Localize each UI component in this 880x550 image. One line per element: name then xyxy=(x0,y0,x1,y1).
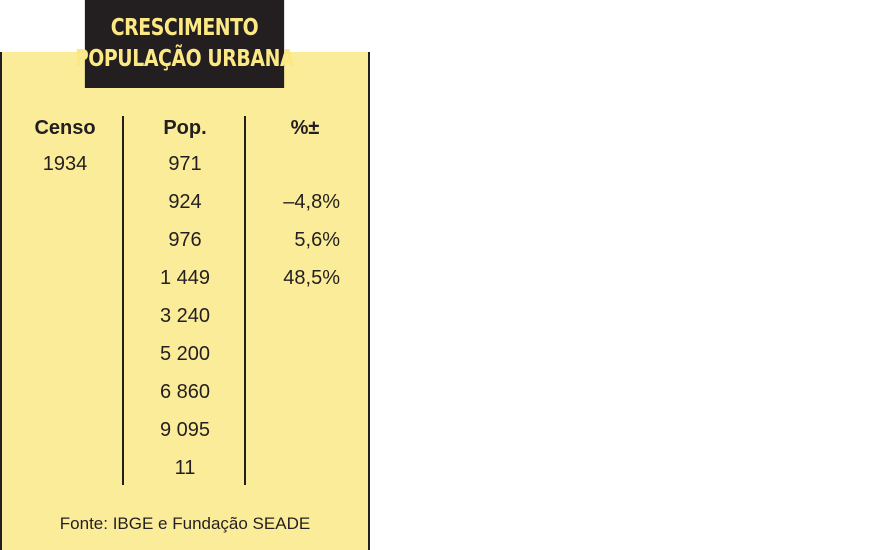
row-7-pop: 6 860 xyxy=(159,381,211,403)
row-3-pop: 976 xyxy=(168,229,202,251)
title-banner xyxy=(74,0,295,88)
row-2-pop: 924 xyxy=(168,191,202,213)
column-divider-2 xyxy=(244,116,246,485)
row-6-pop: 5 200 xyxy=(159,343,211,365)
row-1-censo: 1934 xyxy=(42,153,88,175)
row-1-pop: 971 xyxy=(168,153,202,175)
row-5-pop: 3 240 xyxy=(159,305,211,327)
title-line-1: CRESCIMENTO xyxy=(110,15,259,41)
row-8-pop: 9 095 xyxy=(159,419,211,441)
row-9-pop: 11 xyxy=(174,457,196,479)
source-note: Fonte: IBGE e Fundação SEADE xyxy=(59,514,311,533)
row-3-pct: 5,6% xyxy=(294,229,340,251)
header-censo: Censo xyxy=(34,117,96,139)
column-divider-1 xyxy=(122,116,124,485)
title-line-2: POPULAÇÃO URBANA xyxy=(74,46,295,72)
row-2-pct: –4,8% xyxy=(283,191,340,213)
header-pop: Pop. xyxy=(163,117,207,139)
header-pct: %± xyxy=(290,117,320,139)
row-4-pop: 1 449 xyxy=(159,267,211,289)
row-4-pct: 48,5% xyxy=(283,267,340,289)
